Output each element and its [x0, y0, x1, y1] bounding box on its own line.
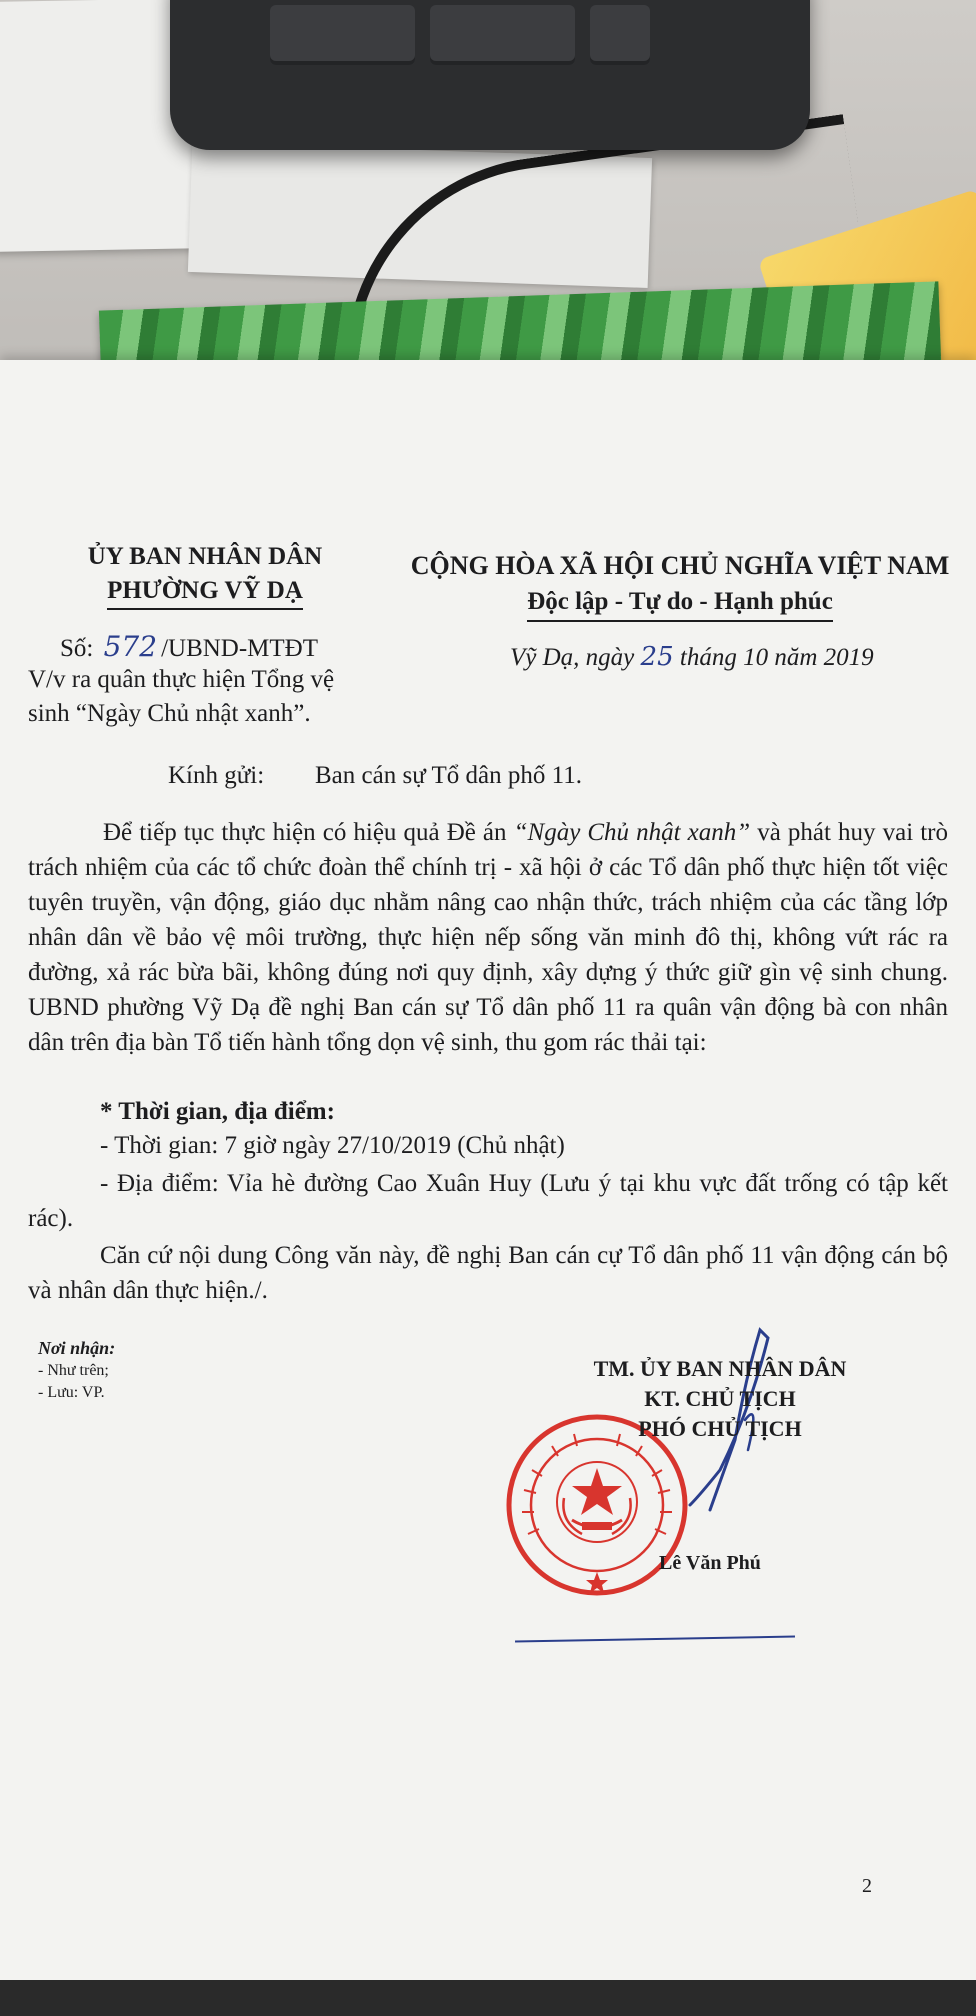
document-number-value: 572	[103, 630, 158, 663]
document-date	[510, 642, 874, 672]
signature-block-line-3: PHÓ CHỦ TỊCH	[638, 1416, 802, 1441]
subject-line-1: V/v ra quân thực hiện Tổng vệ	[28, 666, 335, 693]
addressee-value: Ban cán sự Tổ dân phố 11.	[315, 762, 582, 789]
subject-line-2: sinh “Ngày Chủ nhật xanh”.	[28, 700, 311, 727]
time-line: - Thời gian: 7 giờ ngày 27/10/2019 (Chủ nhật)	[100, 1132, 565, 1159]
date-day: 25	[640, 642, 674, 672]
addressee-label: Kính gửi:	[168, 762, 265, 789]
pen-stroke-line	[515, 1636, 795, 1643]
signer-name: Lê Văn Phú	[659, 1552, 761, 1574]
signature-block-line-2: KT. CHỦ TỊCH	[644, 1386, 796, 1411]
section-heading: * Thời gian, địa điểm:	[100, 1098, 335, 1125]
national-header	[400, 548, 960, 622]
keyboard-key	[590, 5, 650, 65]
keyboard	[170, 0, 810, 150]
recipient-item: - Như trên;	[38, 1362, 109, 1379]
document-sheet	[0, 360, 976, 1980]
date-prefix: Vỹ Dạ, ngày	[510, 644, 635, 671]
bottom-shadow-strip	[0, 1980, 976, 2016]
document-number-label: Số:	[60, 635, 94, 662]
date-suffix: tháng 10 năm 2019	[679, 644, 874, 671]
page-number: 2	[862, 1875, 872, 1897]
recipient-item: - Lưu: VP.	[38, 1384, 105, 1401]
issuer-name: ỦY BAN NHÂN DÂN	[87, 543, 323, 570]
place-line: - Địa điểm: Vỉa hè đường Cao Xuân Huy (Lưu ý tại khu vực đất trống có tập kết rác).	[28, 1170, 948, 1232]
national-motto: Độc lập - Tự do - Hạnh phúc	[527, 584, 833, 622]
body-p1-start: Để tiếp tục thực hiện có hiệu quả Đề án	[103, 819, 514, 846]
issuer-ward: PHƯỜNG VỸ DẠ	[107, 574, 303, 610]
desk-background	[0, 0, 976, 380]
keyboard-key	[430, 5, 575, 65]
closing-paragraph: Căn cứ nội dung Công văn này, đề nghị Ban cán cự Tổ dân phố 11 vận động cán bộ và nhân dân thực hiện./.	[28, 1242, 948, 1304]
recipients-title: Nơi nhận:	[38, 1338, 116, 1358]
signature-block-line-1: TM. ỦY BAN NHÂN DÂN	[593, 1356, 847, 1381]
body-p1-rest: và phát huy vai trò trách nhiệm của các tổ chức đoàn thể chính trị - xã hội ở các Tổ dân phố thực hiện tốt việc tuyên truyền, vận động, giáo dục nhằm nâng cao nhận thức, trách nhiệm của các tầng lớp nhân dân về bảo vệ môi trường, thực hiện nếp sống văn minh đô thị, không vứt rác ra đường, xả rác bừa bãi, không đúng nơi quy định, xây dựng ý thức giữ gìn vệ sinh chung. UBND phường Vỹ Dạ đề nghị Ban cán sự Tổ dân phố 11 ra quân vận động bà con nhân dân trên địa bàn Tổ tiến hành tổng dọn vệ sinh, thu gom rác thải tại:	[28, 819, 949, 1056]
document-number	[60, 630, 318, 663]
body-p1-quote: “Ngày Chủ nhật xanh”	[513, 819, 751, 846]
keyboard-key	[270, 5, 415, 65]
issuer-header	[30, 540, 380, 610]
document-number-suffix: /UBND-MTĐT	[161, 635, 318, 662]
nation-title: CỘNG HÒA XÃ HỘI CHỦ NGHĨA VIỆT NAM	[410, 551, 950, 580]
body-paragraph-1	[28, 815, 948, 1060]
